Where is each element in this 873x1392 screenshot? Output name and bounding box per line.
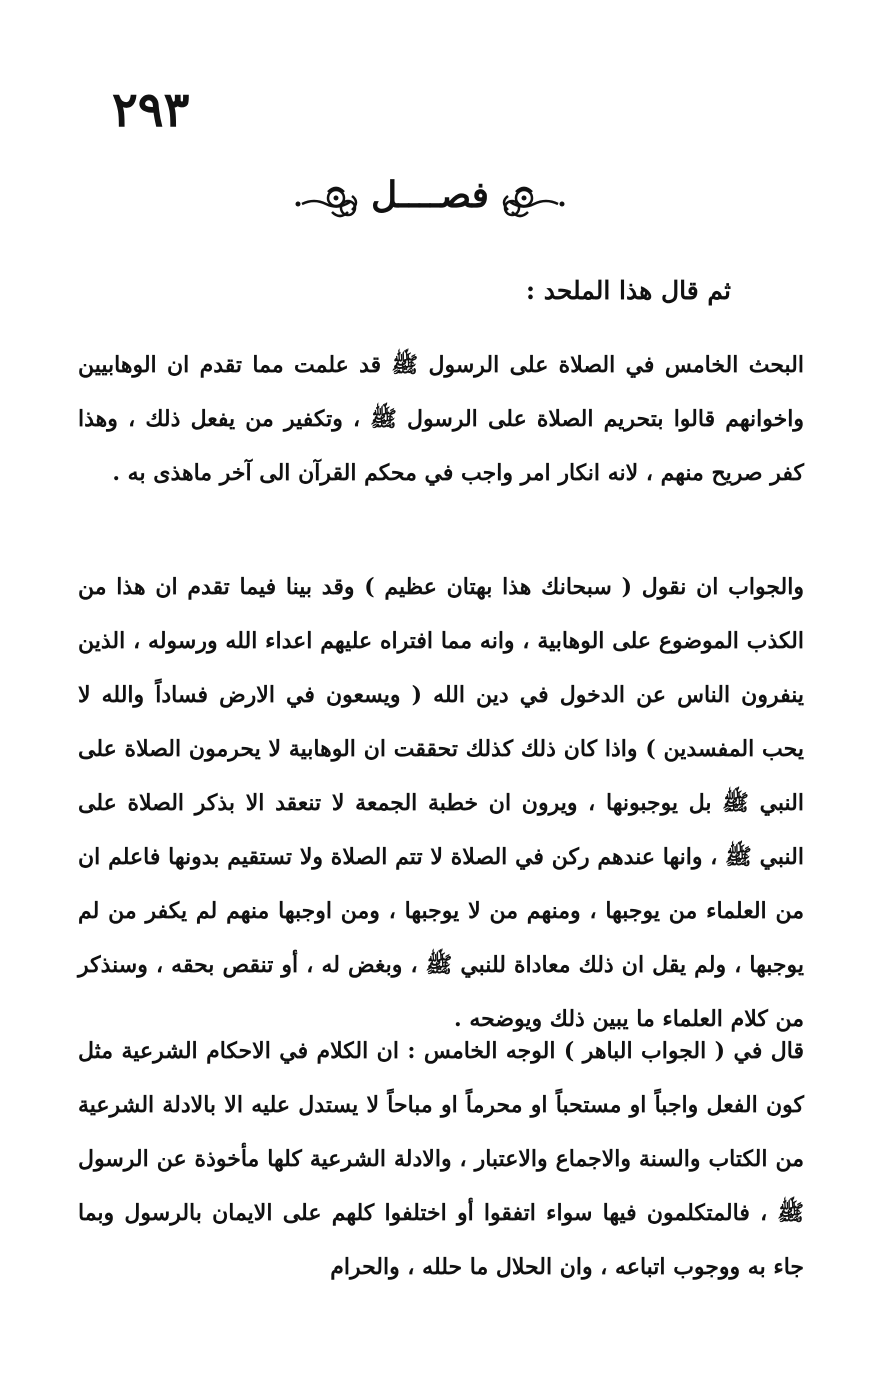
speaker-line: ثم قال هذا الملحد :	[525, 276, 731, 305]
section-title: فصــــل	[371, 174, 489, 216]
page-number: ٢٩٣	[112, 82, 190, 138]
paragraph-1: البحث الخامس في الصلاة على الرسول ﷺ قد علمت مما تقدم ان الوهابيين واخوانهم قالوا بتحريم الصلاة على الرسول ﷺ ، وتكفير من يفعل ذلك ، وهذا كفر صريح منهم ، لانه انكار امر واجب في محكم القرآن الى آخر ماهذى به .	[78, 352, 804, 486]
paragraph-3: قال في ( الجواب الباهر ) الوجه الخامس : ان الكلام في الاحكام الشرعية مثل كون الفعل واجباً او مستحباً او محرماً او مباحاً لا يستدل عليه الا بالادلة الشرعية من الكتاب والسنة والاجماع والاعتبار ، والادلة الشرعية كلها مأخوذة عن الرسول ﷺ ، فالمتكلمون فيها سواء اتفقوا أو اختلفوا كلهم على الايمان بالرسول وبما جاء به ووجوب اتباعه ، وان الحلال ما حلله ، والحرام	[78, 1038, 804, 1280]
paragraph-2: والجواب ان نقول ( سبحانك هذا بهتان عظيم ) وقد بينا فيما تقدم ان هذا من الكذب الموضوع على الوهابية ، وانه مما افتراه عليهم اعداء الله ورسوله ، الذين ينفرون الناس عن الدخول في دين الله ( ويسعون في الارض فساداً والله لا يحب المفسدين ) واذا كان ذلك كذلك تحققت ان الوهابية لا يحرمون الصلاة على النبي ﷺ بل يوجبونها ، ويرون ان خطبة الجمعة لا تنعقد الا بذكر الصلاة على النبي ﷺ ، وانها عندهم ركن في الصلاة لا تتم الصلاة ولا تستقيم بدونها فاعلم ان من العلماء من يوجبها ، ومنهم من لا يوجبها ، ومن اوجبها منهم لم يكفر من لم يوجبها ، ولم يقل ان ذلك معاداة للنبي ﷺ ، وبغض له ، أو تنقص بحقه ، وسنذكر من كلام العلماء ما يبين ذلك ويوضحه .	[78, 574, 804, 1032]
section-header	[290, 172, 570, 232]
